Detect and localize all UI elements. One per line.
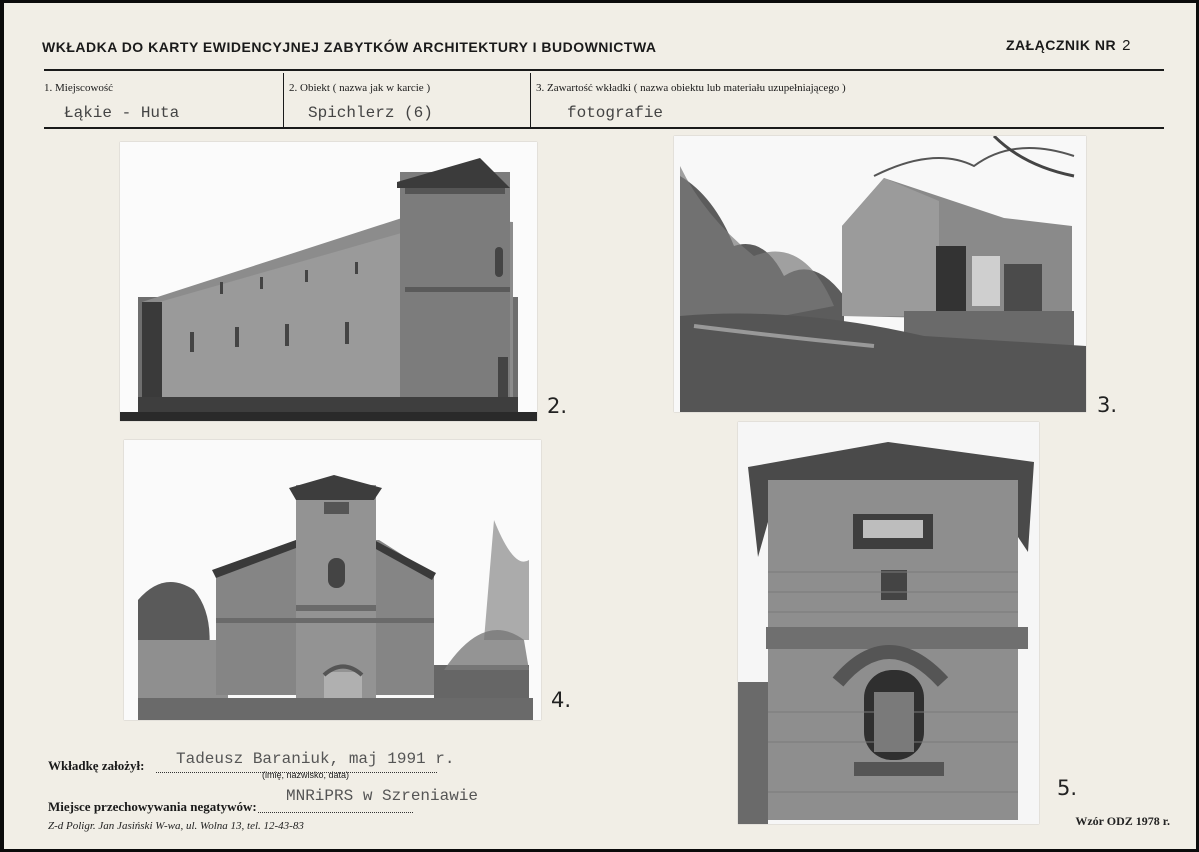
annex-text: ZAŁĄCZNIK NR: [1005, 37, 1117, 53]
photo-5-image: [738, 422, 1039, 824]
object-value: Spichlerz (6): [308, 104, 433, 122]
annex-label: [1006, 37, 1131, 54]
field-divider-2: [530, 73, 531, 129]
content-label: 3. Zawartość wkładki ( nazwa obiektu lub materiału uzupełniającego ): [536, 82, 846, 94]
photo-2-granary-side: [120, 142, 537, 421]
photo-5-tower-closeup: [738, 422, 1039, 824]
photo-4-image: [124, 440, 541, 720]
photo-3-image: [674, 136, 1086, 412]
photo-2-number: 2.: [547, 394, 568, 418]
field-divider-1: [283, 73, 284, 129]
photo-4-granary-front: [124, 440, 541, 720]
photo-3-number: 3.: [1097, 393, 1118, 417]
location-value: Łąkie - Huta: [64, 104, 180, 122]
printer-imprint: Z-d Poligr. Jan Jasiński W-wa, ul. Wolna 13, tel. 12-43-83: [48, 820, 304, 832]
photo-5-number: 5.: [1057, 776, 1078, 800]
header-rule-bottom: [44, 127, 1164, 129]
negatives-value: MNRiPRS w Szreniawie: [286, 787, 479, 805]
photo-4-number: 4.: [551, 688, 572, 712]
created-by-label: Wkładkę założył:: [48, 758, 145, 773]
form-model: Wzór ODZ 1978 r.: [1075, 814, 1170, 828]
object-label: 2. Obiekt ( nazwa jak w karcie ): [289, 82, 431, 94]
photo-2-image: [120, 142, 537, 421]
annex-number: 2: [1122, 37, 1131, 54]
record-sheet: [4, 3, 1196, 849]
negatives-dotted-line: [258, 811, 413, 813]
location-label: 1. Miejscowość: [44, 82, 114, 94]
content-value: fotografie: [567, 104, 664, 122]
created-by-hint: (imię, nazwisko, data): [262, 770, 350, 780]
created-by-value: Tadeusz Baraniuk, maj 1991 r.: [176, 750, 455, 768]
header-rule-top: [44, 69, 1164, 71]
photo-3-wooden-barn: [674, 136, 1086, 412]
negatives-label: Miejsce przechowywania negatywów:: [48, 799, 257, 814]
sheet-title: WKŁADKA DO KARTY EWIDENCYJNEJ ZABYTKÓW ARCHITEKTURY I BUDOWNICTWA: [42, 39, 657, 55]
